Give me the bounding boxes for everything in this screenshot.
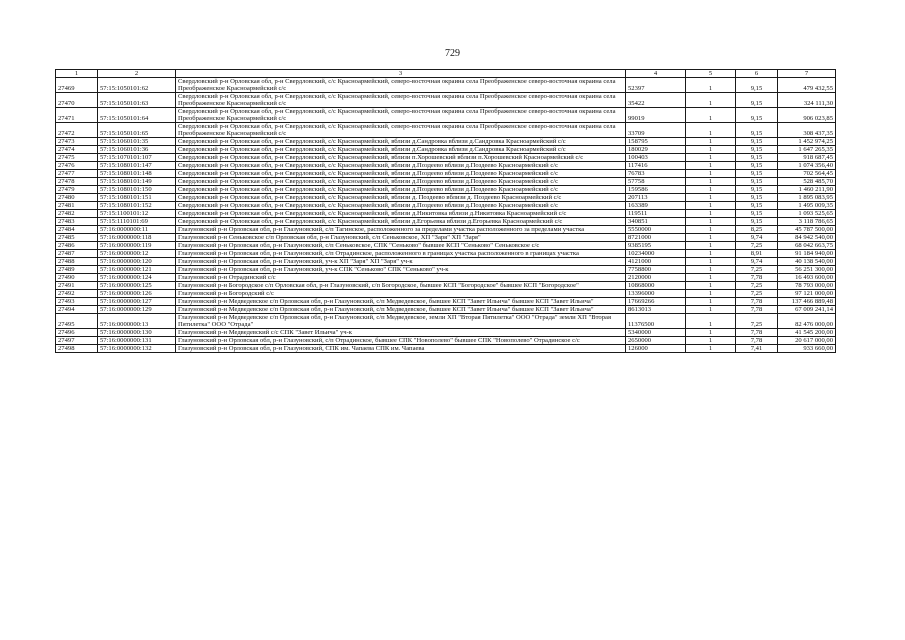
specific-value-cell: 9,15 [736,202,778,210]
cadastral-value-cell: 1 452 974,25 [778,138,836,146]
cadastral-number-cell: 57:15:1060101:35 [98,138,176,146]
cadastral-number-cell: 57:16:0000000:126 [98,290,176,298]
specific-value-cell: 9,15 [736,146,778,154]
cadastral-number-cell: 57:16:0000000:132 [98,345,176,353]
table-row [56,154,836,162]
row-number-cell: 27489 [56,266,98,274]
row-number-cell: 27488 [56,258,98,266]
row-number-cell: 27472 [56,123,98,138]
specific-value-cell: 9,15 [736,78,778,93]
area-cell: 5340000 [626,329,686,337]
specific-value-cell: 9,15 [736,210,778,218]
location-description-cell: Свердловский р-н Орловская обл, р-н Свердловский, с/с Красноармейский, вблизи д. Поздеево вблизи д. Поздеево Красноармейский с/с [176,194,626,202]
cadastral-value-cell: 1 074 356,40 [778,162,836,170]
area-cell: 8721000 [626,234,686,242]
cadastral-value-cell: 45 787 500,00 [778,226,836,234]
coefficient-cell: 1 [686,186,736,194]
cadastral-number-cell: 57:15:1100101:12 [98,210,176,218]
table-row [56,266,836,274]
location-description-cell: Свердловский р-н Орловская обл, р-н Свердловский, с/с Красноармейский, вблизи д.Поздеево вблизи д.Поздеево Красноармейский с/с [176,170,626,178]
cadastral-value-cell: 1 895 083,95 [778,194,836,202]
table-row [56,170,836,178]
cadastral-number-cell: 57:15:1110101:69 [98,218,176,226]
area-cell: 57758 [626,178,686,186]
table-row [56,210,836,218]
table-row [56,250,836,258]
cadastral-value-cell: 68 042 663,75 [778,242,836,250]
specific-value-cell: 9,15 [736,108,778,123]
cadastral-number-cell: 57:15:1080101:148 [98,170,176,178]
cadastral-value-cell: 67 009 241,14 [778,306,836,314]
area-cell: 158795 [626,138,686,146]
location-description-cell: Глазуновский р-н Орловская обл, р-н Глазуновский, уч-к СПК "Сеньково" СПК "Сеньково" уч-к [176,266,626,274]
cadastral-number-cell: 57:15:1080101:150 [98,186,176,194]
coefficient-cell: 1 [686,282,736,290]
table-row [56,306,836,314]
table-row [56,314,836,329]
location-description-cell: Свердловский р-н Орловская обл, р-н Свердловский, с/с Красноармейский, северо-восточная окраина села Преображенское северо-восточная окраина села Преображенское Красноармейский с/с [176,123,626,138]
column-header-2: 2 [98,70,176,78]
row-number-cell: 27484 [56,226,98,234]
location-description-cell: Свердловский р-н Орловская обл, р-н Свердловский, с/с Красноармейский, северо-восточная окраина села Преображенское северо-восточная окраина села Преображенское Красноармейский с/с [176,78,626,93]
table-row [56,226,836,234]
coefficient-cell: 1 [686,108,736,123]
cadastral-number-cell: 57:15:1050101:65 [98,123,176,138]
cadastral-number-cell: 57:15:1080101:152 [98,202,176,210]
area-cell: 76783 [626,170,686,178]
cadastral-value-cell: 308 437,35 [778,123,836,138]
specific-value-cell: 9,15 [736,218,778,226]
row-number-cell: 27493 [56,298,98,306]
coefficient-cell: 1 [686,242,736,250]
area-cell: 10234000 [626,250,686,258]
row-number-cell: 27494 [56,306,98,314]
specific-value-cell: 9,15 [736,123,778,138]
cadastral-value-cell: 324 111,30 [778,93,836,108]
specific-value-cell: 9,15 [736,138,778,146]
coefficient-cell: 1 [686,298,736,306]
location-description-cell: Свердловский р-н Орловская обл, р-н Свердловский, с/с Красноармейский, вблизи п.Хорошевский вблизи п.Хорошевский Красноармейский с/с [176,154,626,162]
location-description-cell: Свердловский р-н Орловская обл, р-н Свердловский, с/с Красноармейский, вблизи д.Поздеево вблизи д.Поздеево Красноармейский с/с [176,162,626,170]
row-number-cell: 27490 [56,274,98,282]
cadastral-number-cell: 57:15:1050101:62 [98,78,176,93]
coefficient-cell: 1 [686,258,736,266]
specific-value-cell: 7,25 [736,266,778,274]
cadastral-value-cell: 16 493 600,00 [778,274,836,282]
area-cell: 119511 [626,210,686,218]
area-cell: 99019 [626,108,686,123]
specific-value-cell: 7,25 [736,242,778,250]
table-row [56,93,836,108]
location-description-cell: Глазуновский р-н Медведевское с/п Орловская обл, р-н Глазуновский, с/п Медведевское, бывшее КСП "Завет Ильича" бывшее КСП "Завет Ильича" [176,306,626,314]
cadastral-number-cell: 57:16:0000000:129 [98,306,176,314]
table-row [56,178,836,186]
table-row [56,345,836,353]
coefficient-cell: 1 [686,78,736,93]
row-number-cell: 27476 [56,162,98,170]
area-cell: 13396000 [626,290,686,298]
specific-value-cell: 7,78 [736,306,778,314]
cadastral-value-cell: 137 466 889,48 [778,298,836,306]
location-description-cell: Свердловский р-н Орловская обл, р-н Свердловский, с/с Красноармейский, вблизи д.Поздеево вблизи д.Поздеево Красноармейский с/с [176,202,626,210]
coefficient-cell: 1 [686,123,736,138]
specific-value-cell: 7,78 [736,329,778,337]
specific-value-cell: 8,25 [736,226,778,234]
column-header-7: 7 [778,70,836,78]
cadastral-number-cell: 57:16:0000000:120 [98,258,176,266]
specific-value-cell: 7,25 [736,290,778,298]
cadastral-value-cell: 3 118 786,65 [778,218,836,226]
cadastral-value-cell: 40 138 540,00 [778,258,836,266]
cadastral-value-table [55,69,836,353]
row-number-cell: 27481 [56,202,98,210]
area-cell: 117416 [626,162,686,170]
location-description-cell: Глазуновский р-н Сеньковское с/п Орловская обл, р-н Глазуновский, с/п Сеньковское, ХП "Заря" ХП "Заря" [176,234,626,242]
coefficient-cell: 1 [686,314,736,329]
cadastral-number-cell: 57:15:1050101:63 [98,93,176,108]
row-number-cell: 27496 [56,329,98,337]
area-cell: 4121000 [626,258,686,266]
area-cell: 8613013 [626,306,686,314]
table-row [56,108,836,123]
row-number-cell: 27471 [56,108,98,123]
coefficient-cell: 1 [686,329,736,337]
row-number-cell: 27492 [56,290,98,298]
coefficient-cell: 1 [686,234,736,242]
specific-value-cell: 9,74 [736,258,778,266]
specific-value-cell: 9,74 [736,234,778,242]
specific-value-cell: 9,15 [736,186,778,194]
coefficient-cell: 1 [686,226,736,234]
area-cell: 17669266 [626,298,686,306]
table-row [56,234,836,242]
specific-value-cell: 9,15 [736,194,778,202]
row-number-cell: 27483 [56,218,98,226]
specific-value-cell: 7,78 [736,337,778,345]
location-description-cell: Свердловский р-н Орловская обл, р-н Свердловский, с/с Красноармейский, северо-восточная окраина села Преображенское северо-восточная окраина села Преображенское Красноармейский с/с [176,93,626,108]
cadastral-number-cell: 57:15:1050101:64 [98,108,176,123]
column-header-6: 6 [736,70,778,78]
row-number-cell: 27482 [56,210,98,218]
coefficient-cell: 1 [686,210,736,218]
row-number-cell: 27478 [56,178,98,186]
area-cell: 5550000 [626,226,686,234]
specific-value-cell: 7,25 [736,282,778,290]
cadastral-value-cell: 20 617 000,00 [778,337,836,345]
coefficient-cell: 1 [686,266,736,274]
location-description-cell: Глазуновский р-н Отрадинский с/с [176,274,626,282]
table-row [56,282,836,290]
cadastral-number-cell: 57:16:0000000:12 [98,250,176,258]
coefficient-cell: 1 [686,250,736,258]
location-description-cell: Глазуновский р-н Орловская обл, р-н Глазуновский, с/п Тагинское, расположенного за пределами участка расположенного за пределами участка [176,226,626,234]
area-cell: 207113 [626,194,686,202]
location-description-cell: Свердловский р-н Орловская обл, р-н Свердловский, с/с Красноармейский, вблизи д.Поздеево вблизи д.Поздеево Красноармейский с/с [176,178,626,186]
table-row [56,218,836,226]
table-row [56,337,836,345]
area-cell: 340851 [626,218,686,226]
specific-value-cell: 8,91 [736,250,778,258]
cadastral-number-cell: 57:15:1070101:107 [98,154,176,162]
coefficient-cell: 1 [686,93,736,108]
coefficient-cell: 1 [686,290,736,298]
row-number-cell: 27491 [56,282,98,290]
table-row [56,274,836,282]
row-number-cell: 27470 [56,93,98,108]
coefficient-cell: 1 [686,218,736,226]
cadastral-number-cell: 57:16:0000000:118 [98,234,176,242]
row-number-cell: 27487 [56,250,98,258]
cadastral-number-cell: 57:16:0000000:131 [98,337,176,345]
table-row [56,186,836,194]
area-cell: 2650000 [626,337,686,345]
coefficient-cell: 1 [686,162,736,170]
row-number-cell: 27479 [56,186,98,194]
specific-value-cell: 9,15 [736,178,778,186]
cadastral-number-cell: 57:16:0000000:13 [98,314,176,329]
location-description-cell: Глазуновский р-н Медведевский с/с СПК "Завет Ильича" уч-к [176,329,626,337]
row-number-cell: 27473 [56,138,98,146]
row-number-cell: 27498 [56,345,98,353]
coefficient-cell: 1 [686,202,736,210]
area-cell: 126000 [626,345,686,353]
specific-value-cell: 7,25 [736,314,778,329]
table-row [56,242,836,250]
coefficient-cell: 1 [686,178,736,186]
area-cell: 180029 [626,146,686,154]
coefficient-cell: 1 [686,170,736,178]
location-description-cell: Глазуновский р-н Орловская обл, р-н Глазуновский, уч-к ХП "Заря" ХП "Заря" уч-к [176,258,626,266]
cadastral-number-cell: 57:15:1080101:149 [98,178,176,186]
area-cell: 100403 [626,154,686,162]
location-description-cell: Глазуновский р-н Богородское с/п Орловская обл, р-н Глазуновский, с/п Богородское, бывшее КСП "Богородское" бывшее КСП "Богородское" [176,282,626,290]
header-row [56,70,836,78]
row-number-cell: 27485 [56,234,98,242]
cadastral-value-cell: 91 184 940,00 [778,250,836,258]
cadastral-value-cell: 479 432,55 [778,78,836,93]
column-header-1: 1 [56,70,98,78]
area-cell: 163389 [626,202,686,210]
cadastral-number-cell: 57:15:1060101:36 [98,146,176,154]
row-number-cell: 27475 [56,154,98,162]
area-cell: 33709 [626,123,686,138]
location-description-cell: Глазуновский р-н Медведевское с/п Орловская обл, р-н Глазуновский, с/п Медведевское, бывшее КСП "Завет Ильича" бывшее КСП "Завет Ильича" [176,298,626,306]
row-number-cell: 27469 [56,78,98,93]
cadastral-number-cell: 57:16:0000000:11 [98,226,176,234]
table-row [56,138,836,146]
cadastral-number-cell: 57:16:0000000:125 [98,282,176,290]
location-description-cell: Глазуновский р-н Богородский с/с [176,290,626,298]
row-number-cell: 27477 [56,170,98,178]
coefficient-cell: 1 [686,274,736,282]
location-description-cell: Глазуновский р-н Орловская обл, р-н Глазуновский, с/п Отрадинское, расположенного в границах участка расположенного в границах участка [176,250,626,258]
table-row [56,78,836,93]
cadastral-number-cell: 57:15:1080101:147 [98,162,176,170]
cadastral-value-cell: 528 485,70 [778,178,836,186]
location-description-cell: Свердловский р-н Орловская обл, р-н Свердловский, с/с Красноармейский, вблизи д.Никитовка вблизи д.Никитовка Красноармейский с/с [176,210,626,218]
table-row [56,146,836,154]
specific-value-cell: 7,41 [736,345,778,353]
specific-value-cell: 9,15 [736,170,778,178]
cadastral-value-cell: 933 660,00 [778,345,836,353]
coefficient-cell: 1 [686,345,736,353]
column-header-5: 5 [686,70,736,78]
table-row [56,194,836,202]
area-cell: 52397 [626,78,686,93]
cadastral-value-cell: 1 647 265,35 [778,146,836,154]
specific-value-cell: 9,15 [736,154,778,162]
cadastral-value-cell: 78 793 000,00 [778,282,836,290]
coefficient-cell: 1 [686,146,736,154]
coefficient-cell: 1 [686,154,736,162]
table-row [56,298,836,306]
cadastral-value-cell: 906 023,85 [778,108,836,123]
location-description-cell: Глазуновский р-н Медведевское с/п Орловская обл, р-н Глазуновский, с/п Медведевское, земли ХП "Вторая Пятилетка" ООО "Отрада" земли ХП "Вторая Пятилетка" ООО "Отрада" [176,314,626,329]
location-description-cell: Свердловский р-н Орловская обл, р-н Свердловский, с/с Красноармейский, вблизи д.Поздеево вблизи д.Поздеево Красноармейский с/с [176,186,626,194]
column-header-3: 3 [176,70,626,78]
cadastral-number-cell: 57:16:0000000:121 [98,266,176,274]
row-number-cell: 27474 [56,146,98,154]
row-number-cell: 27495 [56,314,98,329]
coefficient-cell: 1 [686,306,736,314]
table-row [56,162,836,170]
location-description-cell: Глазуновский р-н Орловская обл, р-н Глазуновский, с/п Отрадинское, бывшее СПК "Новополево" бывшее СПК "Новополево" Отрадинское с/с [176,337,626,345]
cadastral-number-cell: 57:16:0000000:119 [98,242,176,250]
area-cell: 159586 [626,186,686,194]
cadastral-value-cell: 1 093 525,65 [778,210,836,218]
table-row [56,290,836,298]
cadastral-value-cell: 702 564,45 [778,170,836,178]
row-number-cell: 27497 [56,337,98,345]
location-description-cell: Глазуновский р-н Орловская обл, р-н Глазуновский, с/п Сеньковское, СПК "Сеньково" бывшее КСП "Сеньково" Сеньковское с/с [176,242,626,250]
location-description-cell: Свердловский р-н Орловская обл, р-н Свердловский, с/с Красноармейский, вблизи д.Егорьевка вблизи д.Егорьевка Красноармейский с/с [176,218,626,226]
specific-value-cell: 7,78 [736,298,778,306]
cadastral-number-cell: 57:16:0000000:127 [98,298,176,306]
specific-value-cell: 9,15 [736,162,778,170]
table-row [56,258,836,266]
column-header-4: 4 [626,70,686,78]
location-description-cell: Свердловский р-н Орловская обл, р-н Свердловский, с/с Красноармейский, северо-восточная окраина села Преображенское северо-восточная окраина села Преображенское Красноармейский с/с [176,108,626,123]
table-row [56,202,836,210]
cadastral-number-cell: 57:16:0000000:130 [98,329,176,337]
table-row [56,329,836,337]
cadastral-value-cell: 918 687,45 [778,154,836,162]
area-cell: 7758800 [626,266,686,274]
coefficient-cell: 1 [686,194,736,202]
cadastral-number-cell: 57:16:0000000:124 [98,274,176,282]
area-cell: 11376500 [626,314,686,329]
specific-value-cell: 7,78 [736,274,778,282]
cadastral-value-cell: 56 251 300,00 [778,266,836,274]
cadastral-value-cell: 82 476 000,00 [778,314,836,329]
coefficient-cell: 1 [686,337,736,345]
cadastral-value-cell: 1 495 009,35 [778,202,836,210]
coefficient-cell: 1 [686,138,736,146]
location-description-cell: Глазуновский р-н Орловская обл, р-н Глазуновский, СПК им. Чапаева СПК им. Чапаева [176,345,626,353]
page-number: 729 [445,48,460,59]
row-number-cell: 27486 [56,242,98,250]
row-number-cell: 27480 [56,194,98,202]
area-cell: 9385195 [626,242,686,250]
cadastral-value-cell: 97 121 000,00 [778,290,836,298]
specific-value-cell: 9,15 [736,93,778,108]
cadastral-value-cell: 1 460 211,90 [778,186,836,194]
location-description-cell: Свердловский р-н Орловская обл, р-н Свердловский, с/с Красноармейский, вблизи д.Сандровка вблизи д.Сандровка Красноармейский с/с [176,138,626,146]
table-row [56,123,836,138]
location-description-cell: Свердловский р-н Орловская обл, р-н Свердловский, с/с Красноармейский, вблизи д.Сандровка вблизи д.Сандровка Красноармейский с/с [176,146,626,154]
cadastral-value-cell: 84 942 540,00 [778,234,836,242]
cadastral-value-cell: 41 545 200,00 [778,329,836,337]
area-cell: 10868000 [626,282,686,290]
cadastral-number-cell: 57:15:1080101:151 [98,194,176,202]
area-cell: 2120000 [626,274,686,282]
area-cell: 35422 [626,93,686,108]
